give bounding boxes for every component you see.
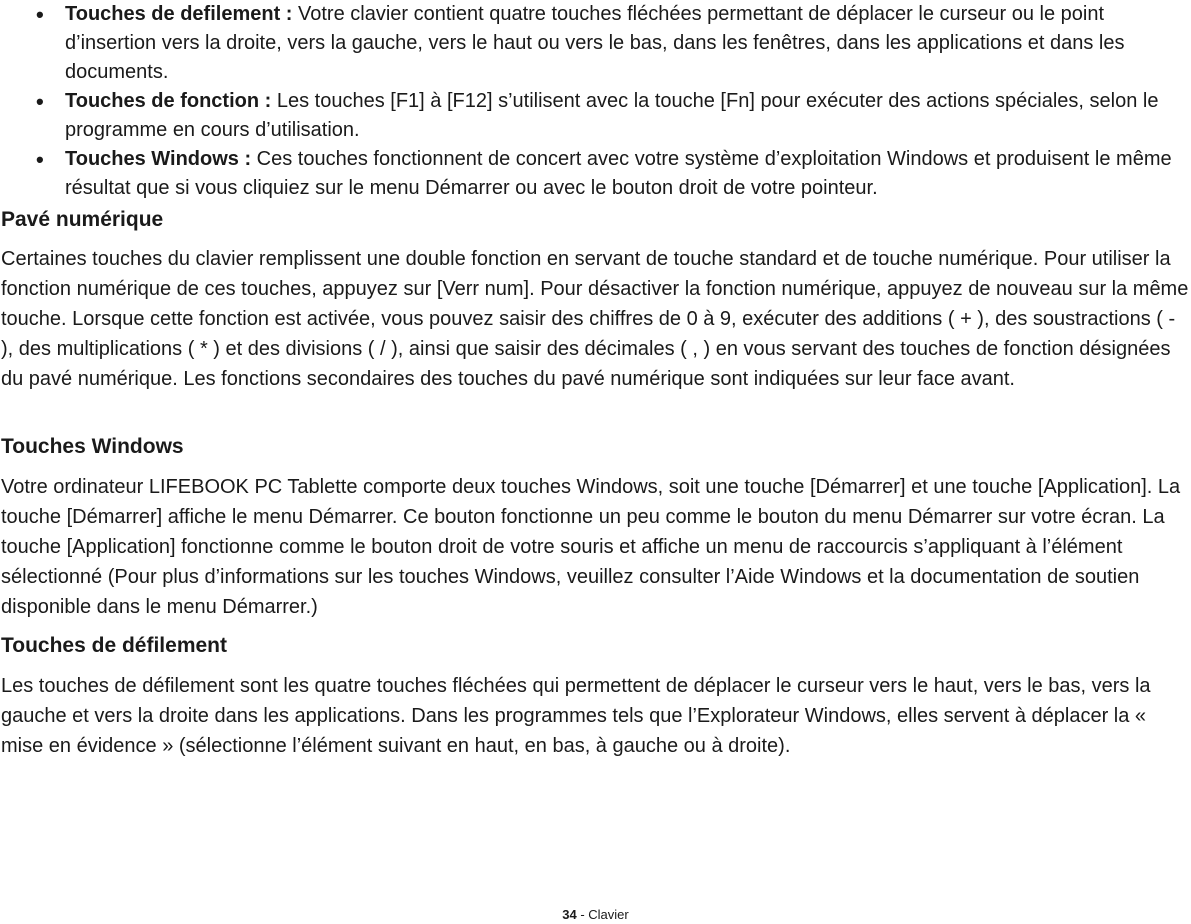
bullet-item-windows-keys — [0, 145, 1191, 203]
bullet-item-scroll-keys — [0, 0, 1191, 87]
bullet-icon: • — [36, 2, 44, 27]
bullet-text: Ces touches fonctionnent de concert avec votre système d’exploitation Windows et produisent le même résultat que si vous cliquiez sur le menu Démarrer ou avec le bouton droit de votre pointeur. — [65, 148, 1172, 199]
bullet-term: Touches Windows : — [65, 148, 252, 170]
bullet-term: Touches de defilement : — [65, 3, 293, 25]
bullet-icon: • — [36, 147, 44, 172]
section-heading-windows-keys: Touches Windows — [1, 435, 184, 458]
bullet-text: Les touches [F1] à [F12] s’utilisent avec la touche [Fn] pour exécuter des actions spéciales, selon le programme en cours d’utilisation. — [65, 90, 1159, 141]
section-body-windows-keys: Votre ordinateur LIFEBOOK PC Tablette comporte deux touches Windows, soit une touche [Démarrer] et une touche [Application]. La touche [Démarrer] affiche le menu Démarrer. Ce bouton fonctionne un peu comme le bouton du menu Démarrer sur votre écran. La touche [Application] fonctionne comme le bouton droit de votre souris et affiche un menu de raccourcis s’appliquant à l’élément sélectionné (Pour plus d’informations sur les touches Windows, veuillez consulter l’Aide Windows et la documentation de soutien disponible dans le menu Démarrer.) — [1, 476, 1181, 618]
page-number: 34 — [562, 907, 577, 922]
bullet-item-function-keys — [0, 87, 1191, 145]
section-body-numeric-keypad: Certaines touches du clavier remplissent une double fonction en servant de touche standard et de touche numérique. Pour utiliser la fonction numérique de ces touches, appuyez sur [Verr num]. Pour désactiver la fonction numérique, appuyez de nouveau sur la même touche. Lorsque cette fonction est activée, vous pouvez saisir des chiffres de 0 à 9, exécuter des additions ( + ), des soustractions ( - ), des multiplications ( * ) et des divisions ( / ), ainsi que saisir des décimales ( , ) en vous servant des touches de fonction désignées du pavé numérique. Les fonctions secondaires des touches du pavé numérique sont indiquées sur leur face avant. — [1, 248, 1189, 390]
section-heading-scroll-keys: Touches de défilement — [1, 634, 227, 657]
bullet-icon: • — [36, 89, 44, 114]
footer-separator: - — [576, 907, 589, 922]
bullet-term: Touches de fonction : — [65, 90, 272, 112]
chapter-name: Clavier — [588, 907, 629, 922]
bullet-text: Votre clavier contient quatre touches fléchées permettant de déplacer le curseur ou le point d’insertion vers la droite, vers la gauche, vers le haut ou vers le bas, dans les fenêtres, dans les applications et dans les documents. — [65, 3, 1125, 83]
key-types-bullet-list — [0, 0, 1191, 203]
section-heading-numeric-keypad: Pavé numérique — [1, 208, 164, 231]
page-footer — [0, 906, 1191, 924]
section-body-scroll-keys: Les touches de défilement sont les quatre touches fléchées qui permettent de déplacer le curseur vers le haut, vers le bas, vers la gauche et vers la droite dans les applications. Dans les programmes tels que l’Explorateur Windows, elles servent à déplacer la « mise en évidence » (sélectionne l’élément suivant en haut, en bas, à gauche ou à droite). — [1, 675, 1151, 757]
